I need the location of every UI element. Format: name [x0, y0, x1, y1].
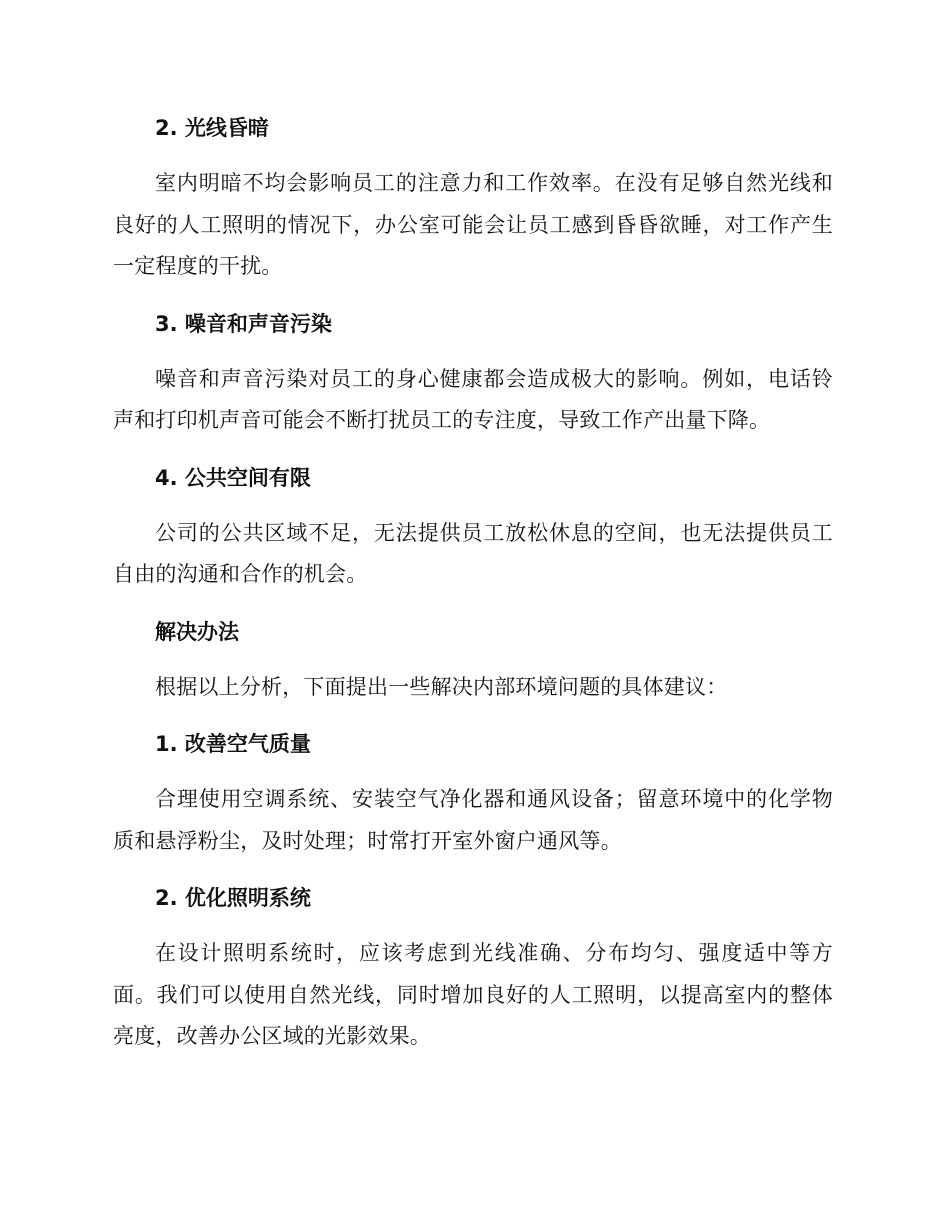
- section-heading-solutions: 解决办法: [155, 619, 239, 644]
- document-page: [113, 106, 833, 1058]
- section-body-lighting-system: 在设计照明系统时，应该考虑到光线准确、分布均匀、强度适中等方面。我们可以使用自然光线，同时增加良好的人工照明，以提高室内的整体亮度，改善办公区域的光影效果。: [113, 941, 833, 1048]
- section-body-air-quality: 合理使用空调系统、安装空气净化器和通风设备；留意环境中的化学物质和悬浮粉尘，及时处理；时常打开室外窗户通风等。: [113, 787, 833, 853]
- section-heading-lighting: 2. 光线昏暗: [155, 116, 269, 140]
- section-body-solutions: 根据以上分析，下面提出一些解决内部环境问题的具体建议：: [155, 674, 728, 699]
- section-heading-lighting-system: 2. 优化照明系统: [155, 886, 311, 910]
- section-body-lighting: 室内明暗不均会影响员工的注意力和工作效率。在没有足够自然光线和良好的人工照明的情况下，办公室可能会让员工感到昏昏欲睡，对工作产生一定程度的干扰。: [113, 171, 833, 278]
- section-body-noise: 噪音和声音污染对员工的身心健康都会造成极大的影响。例如，电话铃声和打印机声音可能会不断打扰员工的专注度，导致工作产出量下降。: [113, 366, 833, 432]
- section-heading-air-quality: 1. 改善空气质量: [155, 732, 311, 756]
- section-body-public-space: 公司的公共区域不足，无法提供员工放松休息的空间，也无法提供员工自由的沟通和合作的机会。: [113, 520, 833, 586]
- section-heading-public-space: 4. 公共空间有限: [155, 465, 311, 490]
- section-heading-noise: 3. 噪音和声音污染: [155, 311, 332, 336]
